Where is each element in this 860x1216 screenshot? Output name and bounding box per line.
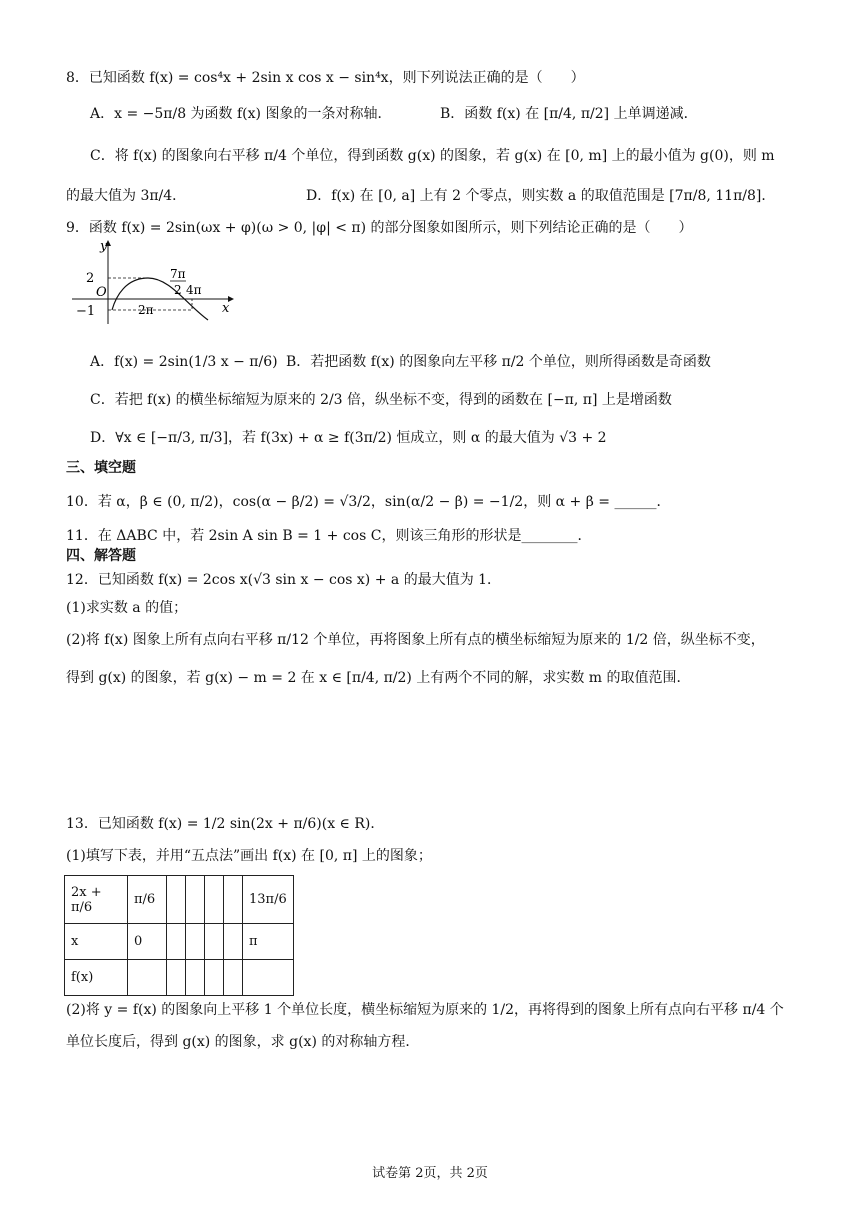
table-row1-cell6: 13π/6 [243, 876, 294, 924]
table-row1-cell2[interactable] [167, 876, 186, 924]
table-row2-cell2[interactable] [167, 924, 186, 960]
table-row3-head: f(x) [65, 960, 128, 996]
q10: 10．若 α，β ∈ (0, π/2)，cos(α − β/2) = √3/2，sin(α/2 − β) = −1/2，则 α + β = ______． [66, 494, 671, 510]
x-label-7pi-den: 2 [174, 283, 182, 297]
q13-part2: (2)将 y = f(x) 的图象向上平移 1 个单位长度，横坐标缩短为原来的 1/2，再将得到的图象上所有点向右平移 π/4 个 [66, 1002, 784, 1018]
q8-option-b: B．函数 f(x) 在 [π/4, π/2] 上单调递减． [440, 106, 698, 122]
table-row1-cell3[interactable] [186, 876, 205, 924]
q12-stem: 12．已知函数 f(x) = 2cos x(√3 sin x − cos x) + a 的最大值为 1． [66, 572, 502, 588]
table-row1-head: 2x + π/6 [65, 876, 128, 924]
page-footer: 试卷第 2页，共 2页 [372, 1166, 488, 1181]
q9-stem: 9．函数 f(x) = 2sin(ωx + φ)(ω > 0, |φ| < π) 的部分图象如图所示，则下列结论正确的是（ ） [66, 220, 693, 236]
x-label-2pi: 2π [138, 303, 154, 317]
five-point-table [64, 875, 294, 996]
q8-option-d: D．f(x) 在 [0, a] 上有 2 个零点，则实数 a 的取值范围是 [7π/8, 11π/8]． [306, 188, 776, 204]
q8-stem: 8．已知函数 f(x) = cos⁴x + 2sin x cos x − sin⁴x，则下列说法正确的是（ ） [66, 70, 585, 86]
section-solve: 四、解答题 [66, 548, 136, 564]
q9-option-a: A．f(x) = 2sin(1/3 x − π/6) [90, 354, 278, 370]
x-label-7pi-num: 7π [170, 267, 186, 281]
q12-part2-cont: 得到 g(x) 的图象，若 g(x) − m = 2 在 x ∈ [π/4, π/2) 上有两个不同的解，求实数 m 的取值范围． [66, 670, 691, 686]
x-axis-label: x [222, 301, 230, 316]
q9-option-d: D．∀x ∈ [−π/3, π/3]，若 f(3x) + α ≥ f(3π/2) 恒成立，则 α 的最大值为 √3 + 2 [90, 430, 607, 446]
table-row2-head: x [65, 924, 128, 960]
q13-stem: 13．已知函数 f(x) = 1/2 sin(2x + π/6)(x ∈ R)． [66, 816, 385, 832]
table-row3-cell4[interactable] [205, 960, 224, 996]
q13-part2-cont: 单位长度后，得到 g(x) 的图象，求 g(x) 的对称轴方程． [66, 1034, 420, 1050]
q8-option-a: A．x = −5π/8 为函数 f(x) 图象的一条对称轴． [90, 106, 392, 122]
table-row2-cell5[interactable] [224, 924, 243, 960]
table-row1-cell4[interactable] [205, 876, 224, 924]
q12-part1: (1)求实数 a 的值； [66, 600, 188, 616]
section-fill-blank: 三、填空题 [66, 460, 136, 476]
q8-option-c: C．将 f(x) 的图象向右平移 π/4 个单位，得到函数 g(x) 的图象，若 g(x) 在 [0, m] 上的最小值为 g(0)，则 m [90, 148, 775, 164]
table-row2-cell3[interactable] [186, 924, 205, 960]
q9-option-b: B．若把函数 f(x) 的图象向左平移 π/2 个单位，则所得函数是奇函数 [286, 354, 711, 370]
table-row2-cell6: π [243, 924, 294, 960]
y-min-label: −1 [76, 304, 96, 319]
table-row3-cell1[interactable] [128, 960, 167, 996]
y-axis-label: y [100, 239, 108, 254]
table-row2-cell1: 0 [128, 924, 167, 960]
q9-sine-graph [66, 236, 236, 328]
q13-part1: (1)填写下表，并用“五点法”画出 f(x) 在 [0, π] 上的图象； [66, 848, 432, 864]
q12-part2: (2)将 f(x) 图象上所有点向右平移 π/12 个单位，再将图象上所有点的横坐标缩短为原来的 1/2 倍，纵坐标不变， [66, 632, 765, 648]
q11: 11．在 ΔABC 中，若 2sin A sin B = 1 + cos C，则该三角形的形状是________． [66, 528, 592, 544]
table-row3-cell2[interactable] [167, 960, 186, 996]
table-row1-cell5[interactable] [224, 876, 243, 924]
table-row1-cell1: π/6 [128, 876, 167, 924]
table-row3-cell5[interactable] [224, 960, 243, 996]
y-max-label: 2 [86, 271, 95, 286]
origin-label: O [96, 285, 107, 300]
table-row3-cell3[interactable] [186, 960, 205, 996]
x-label-4pi: 4π [186, 283, 202, 297]
q9-option-c: C．若把 f(x) 的横坐标缩短为原来的 2/3 倍，纵坐标不变，得到的函数在 [−π, π] 上是增函数 [90, 392, 672, 408]
table-row3-cell6[interactable] [243, 960, 294, 996]
q8-option-c-cont: 的最大值为 3π/4． [66, 188, 187, 204]
table-row2-cell4[interactable] [205, 924, 224, 960]
